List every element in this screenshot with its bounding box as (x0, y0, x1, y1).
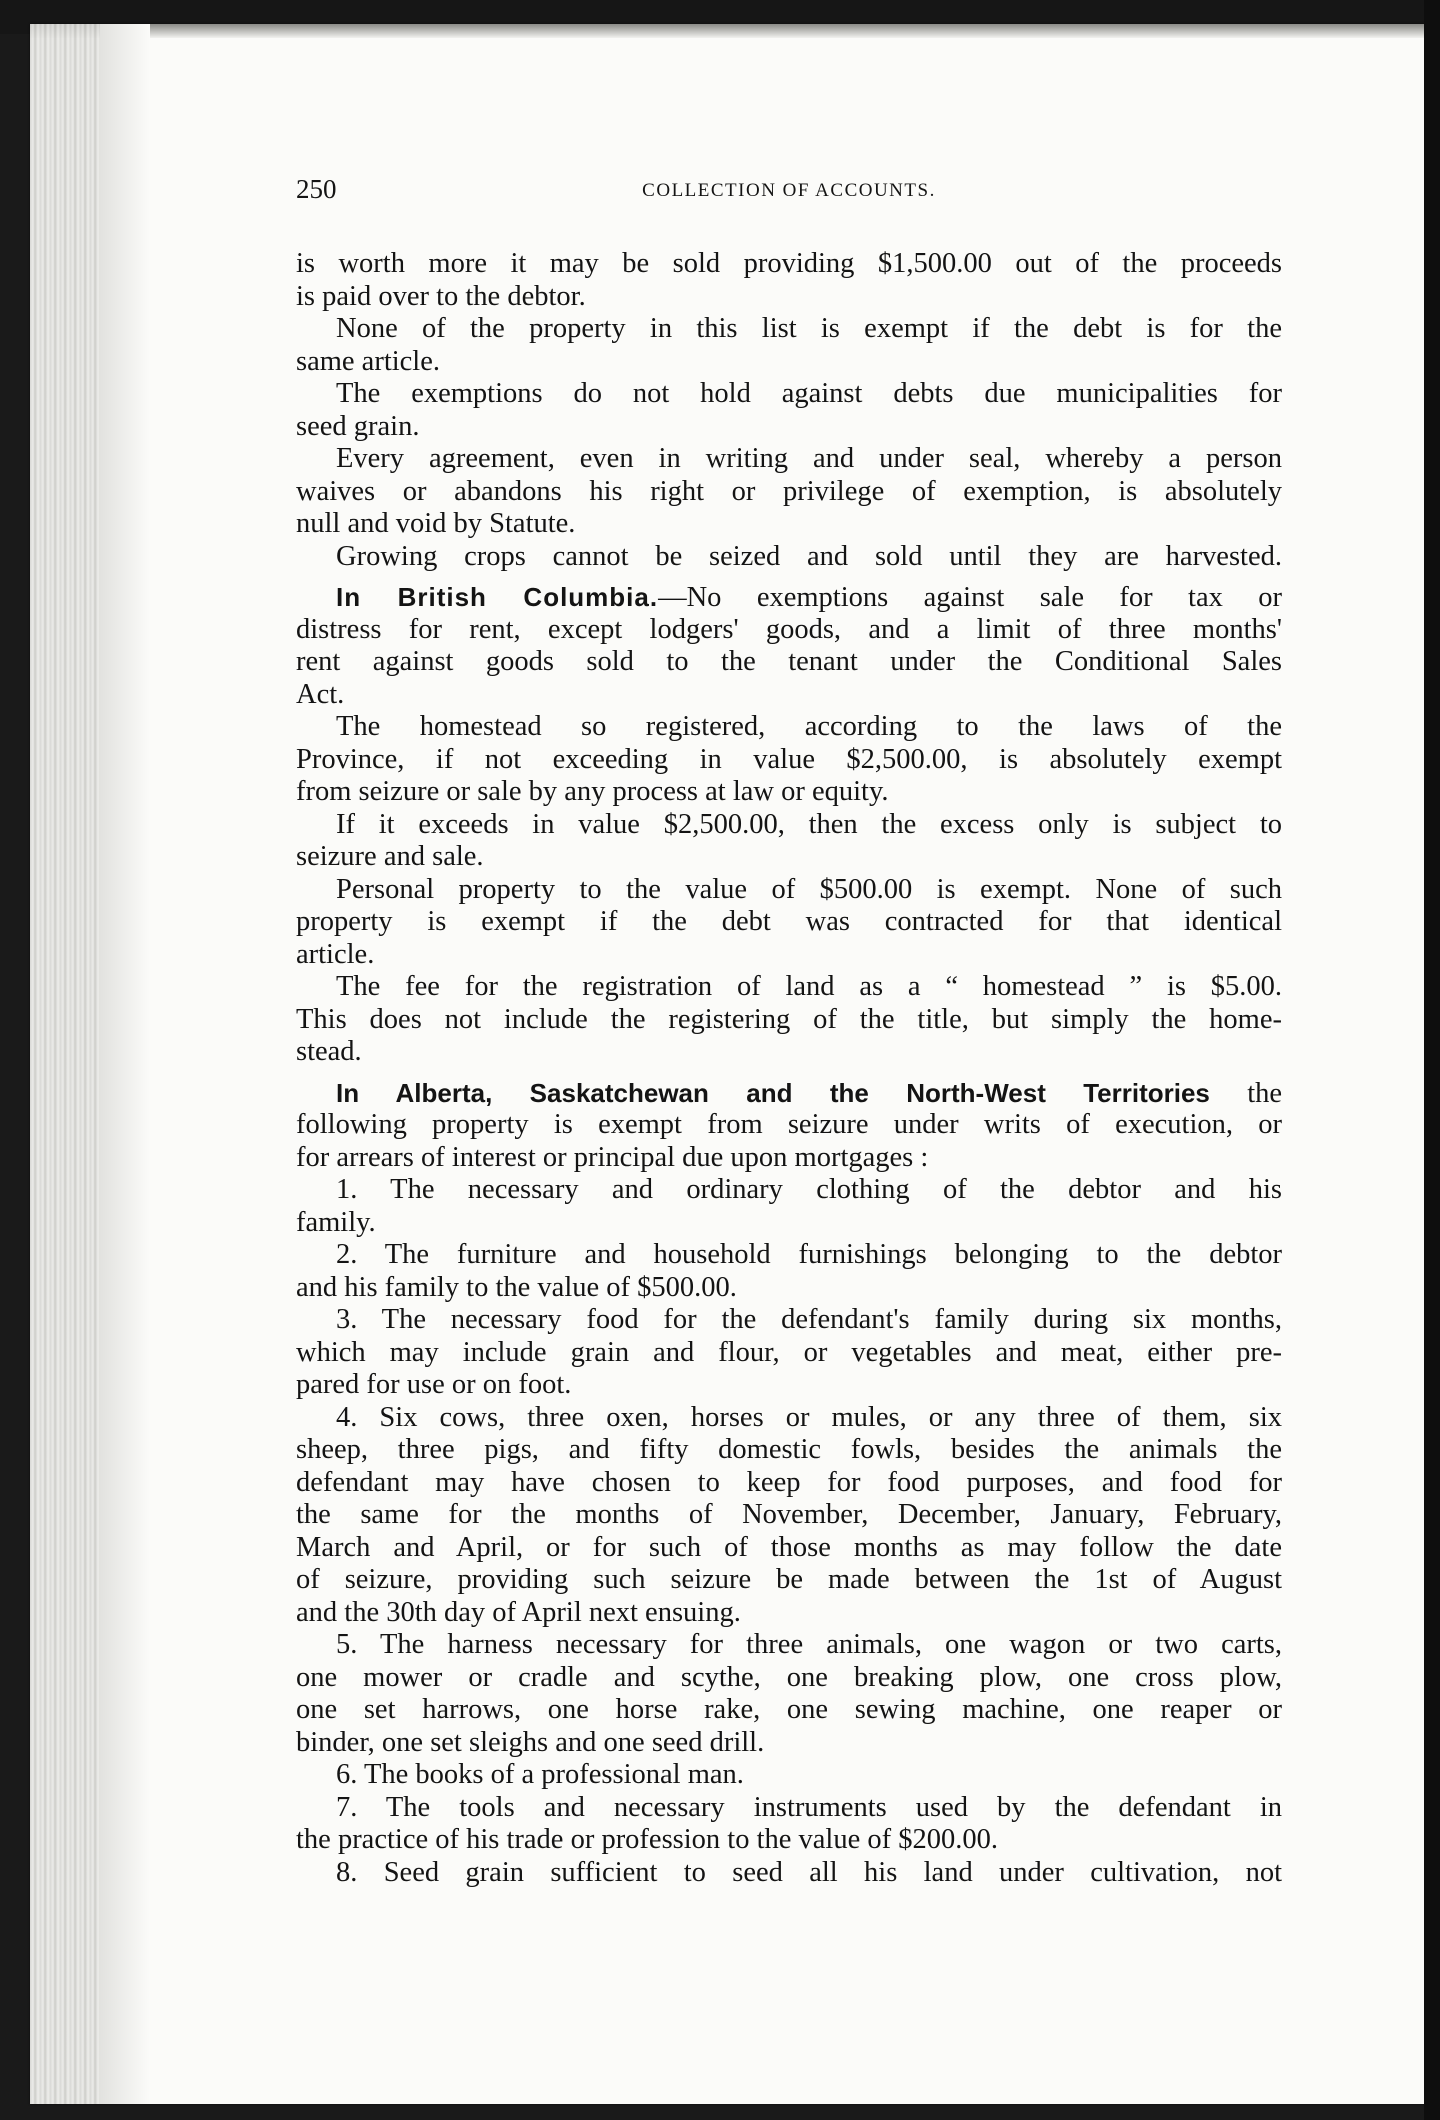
text-line: is worth more it may be sold providing $1,500.00 out of the proceeds (296, 248, 1282, 279)
text-line: which may include grain and flour, or vegetables and meat, either pre- (296, 1336, 1282, 1368)
text-line: binder, one set sleighs and one seed drill. (296, 1726, 765, 1758)
text-line: is paid over to the debtor. (296, 280, 586, 312)
running-head (296, 168, 1282, 208)
book-page-edges (30, 24, 100, 2104)
text-line: Personal property to the value of $500.00 is exempt. None of such (336, 873, 1282, 905)
section-heading-alberta: In Alberta, Saskatchewan and the North-West Territories (336, 1077, 1210, 1108)
text-run: —No exemptions against sale for tax or (658, 582, 1282, 613)
list-item-3: 3. The necessary food for the defendant's family during six months, (336, 1304, 1282, 1335)
list-item-4: 4. Six cows, three oxen, horses or mules, or any three of them, six (336, 1401, 1282, 1433)
list-item-7: 7. The tools and necessary instruments used by the defendant in (336, 1791, 1282, 1823)
text-line: and his family to the value of $500.00. (296, 1271, 737, 1303)
text-line: The fee for the registration of land as a “ homestead ” is $5.00. (336, 971, 1282, 1002)
list-item-1: 1. The necessary and ordinary clothing of the debtor and his (336, 1174, 1282, 1205)
text-line: Growing crops cannot be seized and sold until they are harvested. (336, 540, 1282, 572)
text-line: This does not include the registering of the title, but simply the home- (296, 1003, 1282, 1035)
running-head-title: COLLECTION OF ACCOUNTS. (642, 180, 936, 201)
list-item-5: 5. The harness necessary for three animals, one wagon or two carts, (336, 1629, 1282, 1660)
text-line: for arrears of interest or principal due upon mortgages : (296, 1141, 929, 1173)
section-line-alberta (296, 1077, 1282, 1110)
text-line: article. (296, 938, 375, 970)
text-line: one set harrows, one horse rake, one sewing machine, one reaper or (296, 1694, 1282, 1725)
text-line: null and void by Statute. (296, 508, 576, 539)
text-line: waives or abandons his right or privilege of exemption, is absolutely (296, 475, 1282, 507)
text-line: March and April, or for such of those months as may follow the date (296, 1531, 1282, 1563)
text-line: distress for rent, except lodgers' goods, and a limit of three months' (296, 613, 1282, 645)
text-line: seed grain. (296, 410, 420, 442)
text-line: pared for use or on foot. (296, 1369, 572, 1400)
text-block (296, 168, 1282, 1889)
text-line: rent against goods sold to the tenant under the Conditional Sales (296, 646, 1282, 677)
page-number: 250 (296, 174, 337, 204)
text-line: sheep, three pigs, and fifty domestic fowls, besides the animals the (296, 1434, 1282, 1465)
text-line: Every agreement, even in writing and under seal, whereby a person (336, 443, 1282, 474)
text-line: one mower or cradle and scythe, one breaking plow, one cross plow, (296, 1661, 1282, 1693)
list-item-2: 2. The furniture and household furnishings belonging to the debtor (336, 1239, 1282, 1270)
section-heading-british-columbia: In British Columbia. (336, 582, 659, 612)
list-item-8: 8. Seed grain sufficient to seed all his land under cultivation, not (336, 1856, 1282, 1888)
text-line: Province, if not exceeding in value $2,500.00, is absolutely exempt (296, 743, 1282, 775)
text-line: None of the property in this list is exempt if the debt is for the (336, 313, 1282, 344)
text-line: defendant may have chosen to keep for food purposes, and food for (296, 1466, 1282, 1498)
text-line: seizure and sale. (296, 841, 484, 872)
section-line-british-columbia (296, 581, 1282, 614)
text-line: The homestead so registered, according to the laws of the (336, 711, 1282, 742)
text-line: same article. (296, 345, 441, 377)
page-edge-fade (100, 24, 150, 2104)
scanner-margin-right (1424, 0, 1440, 2120)
text-line: of seizure, providing such seizure be made between the 1st of August (296, 1564, 1282, 1595)
text-line: stead. (296, 1036, 362, 1067)
text-line: property is exempt if the debt was contracted for that identical (296, 906, 1282, 937)
page-top-shadow (30, 24, 1424, 38)
text-run: the (1247, 1077, 1283, 1109)
text-line: the practice of his trade or profession to the value of $200.00. (296, 1824, 998, 1855)
text-line: Act. (296, 678, 345, 710)
text-line: the same for the months of November, December, January, February, (296, 1499, 1282, 1530)
list-item-6: 6. The books of a professional man. (336, 1759, 744, 1790)
text-line: from seizure or sale by any process at law or equity. (296, 776, 889, 807)
text-line: If it exceeds in value $2,500.00, then the excess only is subject to (336, 808, 1282, 840)
text-line: The exemptions do not hold against debts due municipalities for (336, 378, 1282, 409)
text-line: and the 30th day of April next ensuing. (296, 1596, 741, 1628)
text-line: family. (296, 1206, 376, 1238)
text-line: following property is exempt from seizure under writs of execution, or (296, 1109, 1282, 1140)
